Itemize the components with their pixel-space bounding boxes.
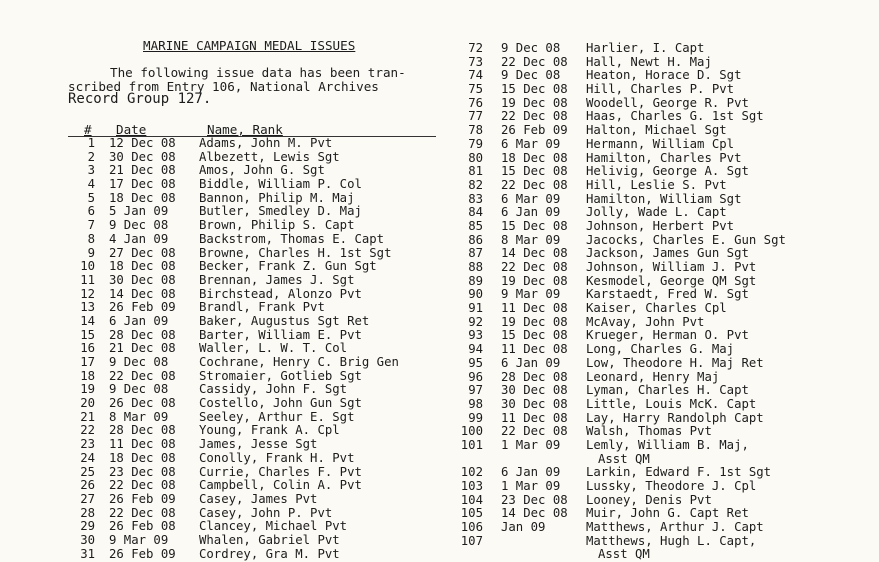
list-row [68,151,448,165]
list-row [68,192,448,206]
entry-number: 9 [87,245,95,260]
entry-number: 87 [468,246,483,261]
entry-number: 82 [468,177,483,192]
recipient-name: Johnson, William J. Pvt [586,260,757,274]
entry-number: 93 [468,328,483,343]
list-row [455,206,875,220]
issue-date: 11 Dec 08 [501,342,568,357]
recipient-name: Whalen, Gabriel Pvt [199,532,340,547]
list-row [455,288,875,302]
recipient-name: Brennan, James J. Sgt [199,272,355,287]
issue-date: 30 Dec 08 [501,383,568,398]
list-row [455,521,875,535]
entry-number: 104 [460,492,483,507]
recipient-name: Bannon, Philip M. Maj [199,190,355,205]
issue-date: 23 Dec 08 [109,464,176,479]
recipient-name: Brown, Philip S. Capt [199,218,355,233]
recipient-name: Hill, Leslie S. Pvt [586,177,727,192]
list-row [68,164,448,178]
entry-number: 16 [80,341,95,356]
recipient-name: Cassidy, John F. Sgt [199,382,348,397]
issue-date: 9 Dec 08 [109,218,169,233]
recipient-name: Currie, Charles F. Pvt [199,464,362,479]
list-row [68,315,448,329]
issue-date: 12 Dec 08 [109,136,176,150]
list-row [455,398,875,412]
list-row [68,411,448,425]
column-header-name: Name, Rank [207,122,283,137]
issue-date: 15 Dec 08 [501,218,568,233]
list-row [68,205,448,219]
entry-number: 29 [80,519,95,534]
entry-number: 73 [468,54,483,69]
list-row [455,124,875,138]
list-row [68,507,448,521]
issue-date: 6 Jan 09 [501,205,561,220]
list-row [68,219,448,233]
entry-number: 77 [468,109,483,124]
issue-list-left [68,137,448,561]
intro-line-2: scribed from Entry 106, National Archives [68,78,379,94]
entry-number: 94 [468,342,483,357]
list-row [68,137,448,151]
list-row [455,179,875,193]
intro-line-1: The following issue data has been tran- [110,65,406,80]
recipient-name: Johnson, Herbert Pvt [586,218,735,233]
list-row [68,233,448,247]
recipient-name: James, Jesse Sgt [199,437,318,452]
issue-date: 14 Dec 08 [501,246,568,261]
entry-number: 95 [468,355,483,370]
list-row [68,288,448,302]
list-row [455,261,875,275]
issue-date: 22 Dec 08 [501,424,568,439]
recipient-name: Biddle, William P. Col [199,177,362,192]
entry-number: 1 [87,136,95,150]
list-row [68,520,448,534]
recipient-name: Campbell, Colin A. Pvt [199,478,362,493]
issue-date: 30 Dec 08 [501,396,568,411]
recipient-name-continuation: Asst QM [598,451,650,466]
entry-number: 78 [468,123,483,138]
issue-date: 15 Dec 08 [501,82,568,97]
issue-date: 22 Dec 08 [501,54,568,69]
recipient-name: Jacocks, Charles E. Gun Sgt [586,232,786,247]
recipient-name: Walsh, Thomas Pvt [586,424,712,439]
entry-number: 12 [80,286,95,301]
recipient-name: Lay, Harry Randolph Capt [586,410,764,425]
list-row [455,165,875,179]
entry-number: 96 [468,369,483,384]
entry-number: 80 [468,150,483,165]
issue-list-right [455,42,875,562]
recipient-name: Cochrane, Henry C. Brig Gen [199,355,399,369]
issue-date: 27 Dec 08 [109,245,176,260]
entry-number: 79 [468,136,483,151]
entry-number: 91 [468,301,483,316]
issue-date: 15 Dec 08 [501,164,568,179]
recipient-name: Leonard, Henry Maj [586,369,720,384]
list-row [455,412,875,426]
recipient-name: Amos, John G. Sgt [199,163,325,178]
entry-number: 17 [80,355,95,369]
issue-date: 26 Dec 08 [109,396,176,411]
entry-number: 2 [87,149,95,164]
issue-date: 17 Dec 08 [109,177,176,192]
entry-number: 106 [460,520,483,535]
entry-number: 88 [468,260,483,274]
entry-number: 18 [80,368,95,383]
recipient-name: Casey, James Pvt [199,491,318,506]
intro-paragraph [68,66,448,107]
entry-number: 99 [468,410,483,425]
recipient-name: Long, Charles G. Maj [586,342,735,357]
issue-date: 5 Jan 09 [109,204,169,219]
issue-date: 23 Dec 08 [501,492,568,507]
issue-date: 26 Feb 09 [109,546,176,561]
entry-number: 10 [80,259,95,274]
list-row [455,110,875,124]
recipient-name: Lyman, Charles H. Capt [586,383,749,398]
entry-number: 103 [460,479,483,494]
recipient-name: Butler, Smedley D. Maj [199,204,362,219]
list-row [68,370,448,384]
list-row [68,534,448,548]
issue-date: 28 Dec 08 [109,327,176,342]
recipient-name: Lemly, William B. Maj, [586,437,749,452]
recipient-name: Harlier, I. Capt [586,41,705,55]
list-row [68,383,448,397]
entry-number: 74 [468,68,483,83]
issue-date: 11 Dec 08 [501,301,568,316]
list-row [455,152,875,166]
list-row [455,507,875,521]
issue-date: 6 Jan 09 [501,355,561,370]
column-header-number: # [84,122,92,137]
issue-date: 9 Mar 09 [109,532,169,547]
entry-number: 11 [80,272,95,287]
list-row [455,220,875,234]
recipient-name: Clancey, Michael Pvt [199,519,348,534]
list-row [455,357,875,371]
issue-date: 18 Dec 08 [109,190,176,205]
recipient-name: Albezett, Lewis Sgt [199,149,340,164]
recipient-name: Karstaedt, Fred W. Sgt [586,287,749,302]
recipient-name: Seeley, Arthur E. Sgt [199,409,355,424]
issue-date: 22 Dec 08 [109,368,176,383]
issue-date: 22 Dec 08 [109,478,176,493]
entry-number: 31 [80,546,95,561]
recipient-name: Helivig, George A. Sgt [586,164,749,179]
issue-date: 15 Dec 08 [501,328,568,343]
issue-date: 19 Dec 08 [501,314,568,329]
issue-date: 18 Dec 08 [109,450,176,465]
list-row [455,42,875,56]
recipient-name: Hill, Charles P. Pvt [586,82,735,97]
issue-date: 14 Dec 08 [109,286,176,301]
issue-date: 1 Mar 09 [501,437,561,452]
entry-number: 101 [460,437,483,452]
entry-number: 7 [87,218,95,233]
entry-number: 102 [460,465,483,480]
issue-date: 26 Feb 09 [109,491,176,506]
recipient-name: Little, Louis McK. Capt [586,396,757,411]
issue-date: 30 Dec 08 [109,149,176,164]
list-row [455,138,875,152]
list-row [68,466,448,480]
entry-number: 83 [468,191,483,206]
list-row [455,69,875,83]
recipient-name: Birchstead, Alonzo Pvt [199,286,362,301]
recipient-name: Looney, Denis Pvt [586,492,712,507]
list-row [455,83,875,97]
list-row [455,343,875,357]
issue-date: 21 Dec 08 [109,163,176,178]
issue-date: Jan 09 [501,520,546,535]
list-row [455,247,875,261]
list-row [455,480,875,494]
recipient-name: Jackson, James Gun Sgt [586,246,749,261]
recipient-name: Kesmodel, George QM Sgt [586,273,757,288]
column-header-date: Date [116,122,147,137]
entry-number: 25 [80,464,95,479]
list-row [68,301,448,315]
recipient-name: Conolly, Frank H. Pvt [199,450,355,465]
issue-date: 26 Feb 09 [501,123,568,138]
issue-date: 28 Dec 08 [501,369,568,384]
recipient-name: Costello, John Gun Sgt [199,396,362,411]
issue-date: 9 Dec 08 [501,41,561,55]
entry-number: 84 [468,205,483,220]
list-row [68,274,448,288]
recipient-name: Adams, John M. Pvt [199,136,333,150]
entry-number: 28 [80,505,95,520]
entry-number: 107 [460,533,483,548]
issue-date: 6 Jan 09 [501,465,561,480]
entry-number: 20 [80,396,95,411]
recipient-name: Waller, L. W. T. Col [199,341,348,356]
recipient-name: Browne, Charles H. 1st Sgt [199,245,392,260]
list-row [68,479,448,493]
issue-date: 19 Dec 08 [501,95,568,110]
list-row [455,371,875,385]
issue-date: 11 Dec 08 [501,410,568,425]
recipient-name: Baker, Augustus Sgt Ret [199,313,370,328]
issue-date: 26 Feb 09 [109,300,176,315]
entry-number: 26 [80,478,95,493]
issue-date: 9 Dec 08 [501,68,561,83]
list-row [68,247,448,261]
list-row [455,316,875,330]
list-row [68,548,448,562]
recipient-name: Kaiser, Charles Cpl [586,301,727,316]
entry-number: 4 [87,177,95,192]
recipient-name: Hamilton, Charles Pvt [586,150,742,165]
entry-number: 14 [80,313,95,328]
list-row [455,275,875,289]
list-row [68,438,448,452]
list-row [455,234,875,248]
list-row [68,356,448,370]
entry-number: 72 [468,41,483,55]
issue-date: 9 Mar 09 [501,287,561,302]
recipient-name: Lussky, Theodore J. Cpl [586,479,757,494]
recipient-name: Cordrey, Gra M. Pvt [199,546,340,561]
entry-number: 24 [80,450,95,465]
issue-date: 22 Dec 08 [501,260,568,274]
list-row [68,329,448,343]
issue-date: 8 Mar 09 [501,232,561,247]
entry-number: 92 [468,314,483,329]
list-row [455,466,875,480]
entry-number: 15 [80,327,95,342]
recipient-name: Matthews, Hugh L. Capt, [586,533,757,548]
recipient-name: Hall, Newt H. Maj [586,54,712,69]
list-row [68,493,448,507]
issue-date: 6 Mar 09 [501,136,561,151]
issue-date: 9 Dec 08 [109,382,169,397]
entry-number: 98 [468,396,483,411]
entry-number: 19 [80,382,95,397]
entry-number: 86 [468,232,483,247]
entry-number: 85 [468,218,483,233]
issue-date: 11 Dec 08 [109,437,176,452]
recipient-name: Heaton, Horace D. Sgt [586,68,742,83]
issue-date: 18 Dec 08 [501,150,568,165]
issue-date: 22 Dec 08 [501,109,568,124]
recipient-name: Barter, William E. Pvt [199,327,362,342]
recipient-name: Matthews, Arthur J. Capt [586,520,764,535]
recipient-name: Halton, Michael Sgt [586,123,727,138]
issue-date: 28 Dec 08 [109,423,176,438]
issue-date: 26 Feb 08 [109,519,176,534]
issue-date: 22 Dec 08 [501,177,568,192]
list-row [68,452,448,466]
entry-number: 22 [80,423,95,438]
recipient-name: Haas, Charles G. 1st Sgt [586,109,764,124]
intro-line-3: Record Group 127. [68,91,212,107]
recipient-name: Stromaier, Gotlieb Sgt [199,368,362,383]
entry-number: 6 [87,204,95,219]
list-row [455,425,875,439]
entry-number: 23 [80,437,95,452]
entry-number: 105 [460,506,483,521]
list-row [455,535,875,562]
recipient-name: Casey, John P. Pvt [199,505,333,520]
list-row [68,424,448,438]
entry-number: 30 [80,532,95,547]
issue-date: 6 Mar 09 [501,191,561,206]
entry-number: 13 [80,300,95,315]
entry-number: 81 [468,164,483,179]
issue-date: 22 Dec 08 [109,505,176,520]
recipient-name: Larkin, Edward F. 1st Sgt [586,465,772,480]
issue-date: 4 Jan 09 [109,231,169,246]
document-title: MARINE CAMPAIGN MEDAL ISSUES [143,38,356,53]
issue-date: 6 Jan 09 [109,313,169,328]
issue-date: 19 Dec 08 [501,273,568,288]
recipient-name: Becker, Frank Z. Gun Sgt [199,259,377,274]
list-row [455,193,875,207]
entry-number: 97 [468,383,483,398]
list-row [455,384,875,398]
list-row [68,260,448,274]
entry-number: 3 [87,163,95,178]
recipient-name: McAvay, John Pvt [586,314,705,329]
list-row [68,342,448,356]
recipient-name: Hermann, William Cpl [586,136,735,151]
entry-number: 100 [460,424,483,439]
list-row [455,302,875,316]
entry-number: 27 [80,491,95,506]
entry-number: 8 [87,231,95,246]
issue-date: 30 Dec 08 [109,272,176,287]
recipient-name: Jolly, Wade L. Capt [586,205,727,220]
issue-date: 14 Dec 08 [501,506,568,521]
list-row [455,439,875,466]
issue-date: 8 Mar 09 [109,409,169,424]
issue-date: 9 Dec 08 [109,355,169,369]
recipient-name: Hamilton, William Sgt [586,191,742,206]
recipient-name: Low, Theodore H. Maj Ret [586,355,764,370]
list-row [455,329,875,343]
entry-number: 21 [80,409,95,424]
recipient-name: Muir, John G. Capt Ret [586,506,749,521]
list-row [68,397,448,411]
list-row [68,178,448,192]
recipient-name: Woodell, George R. Pvt [586,95,749,110]
list-row [455,494,875,508]
issue-date: 18 Dec 08 [109,259,176,274]
issue-date: 21 Dec 08 [109,341,176,356]
entry-number: 76 [468,95,483,110]
entry-number: 90 [468,287,483,302]
list-row [455,97,875,111]
issue-date: 1 Mar 09 [501,479,561,494]
recipient-name: Young, Frank A. Cpl [199,423,340,438]
entry-number: 5 [87,190,95,205]
recipient-name: Krueger, Herman O. Pvt [586,328,749,343]
list-row [455,56,875,70]
entry-number: 75 [468,82,483,97]
entry-number: 89 [468,273,483,288]
recipient-name: Backstrom, Thomas E. Capt [199,231,385,246]
recipient-name: Brandl, Frank Pvt [199,300,325,315]
recipient-name-continuation: Asst QM [598,547,650,562]
